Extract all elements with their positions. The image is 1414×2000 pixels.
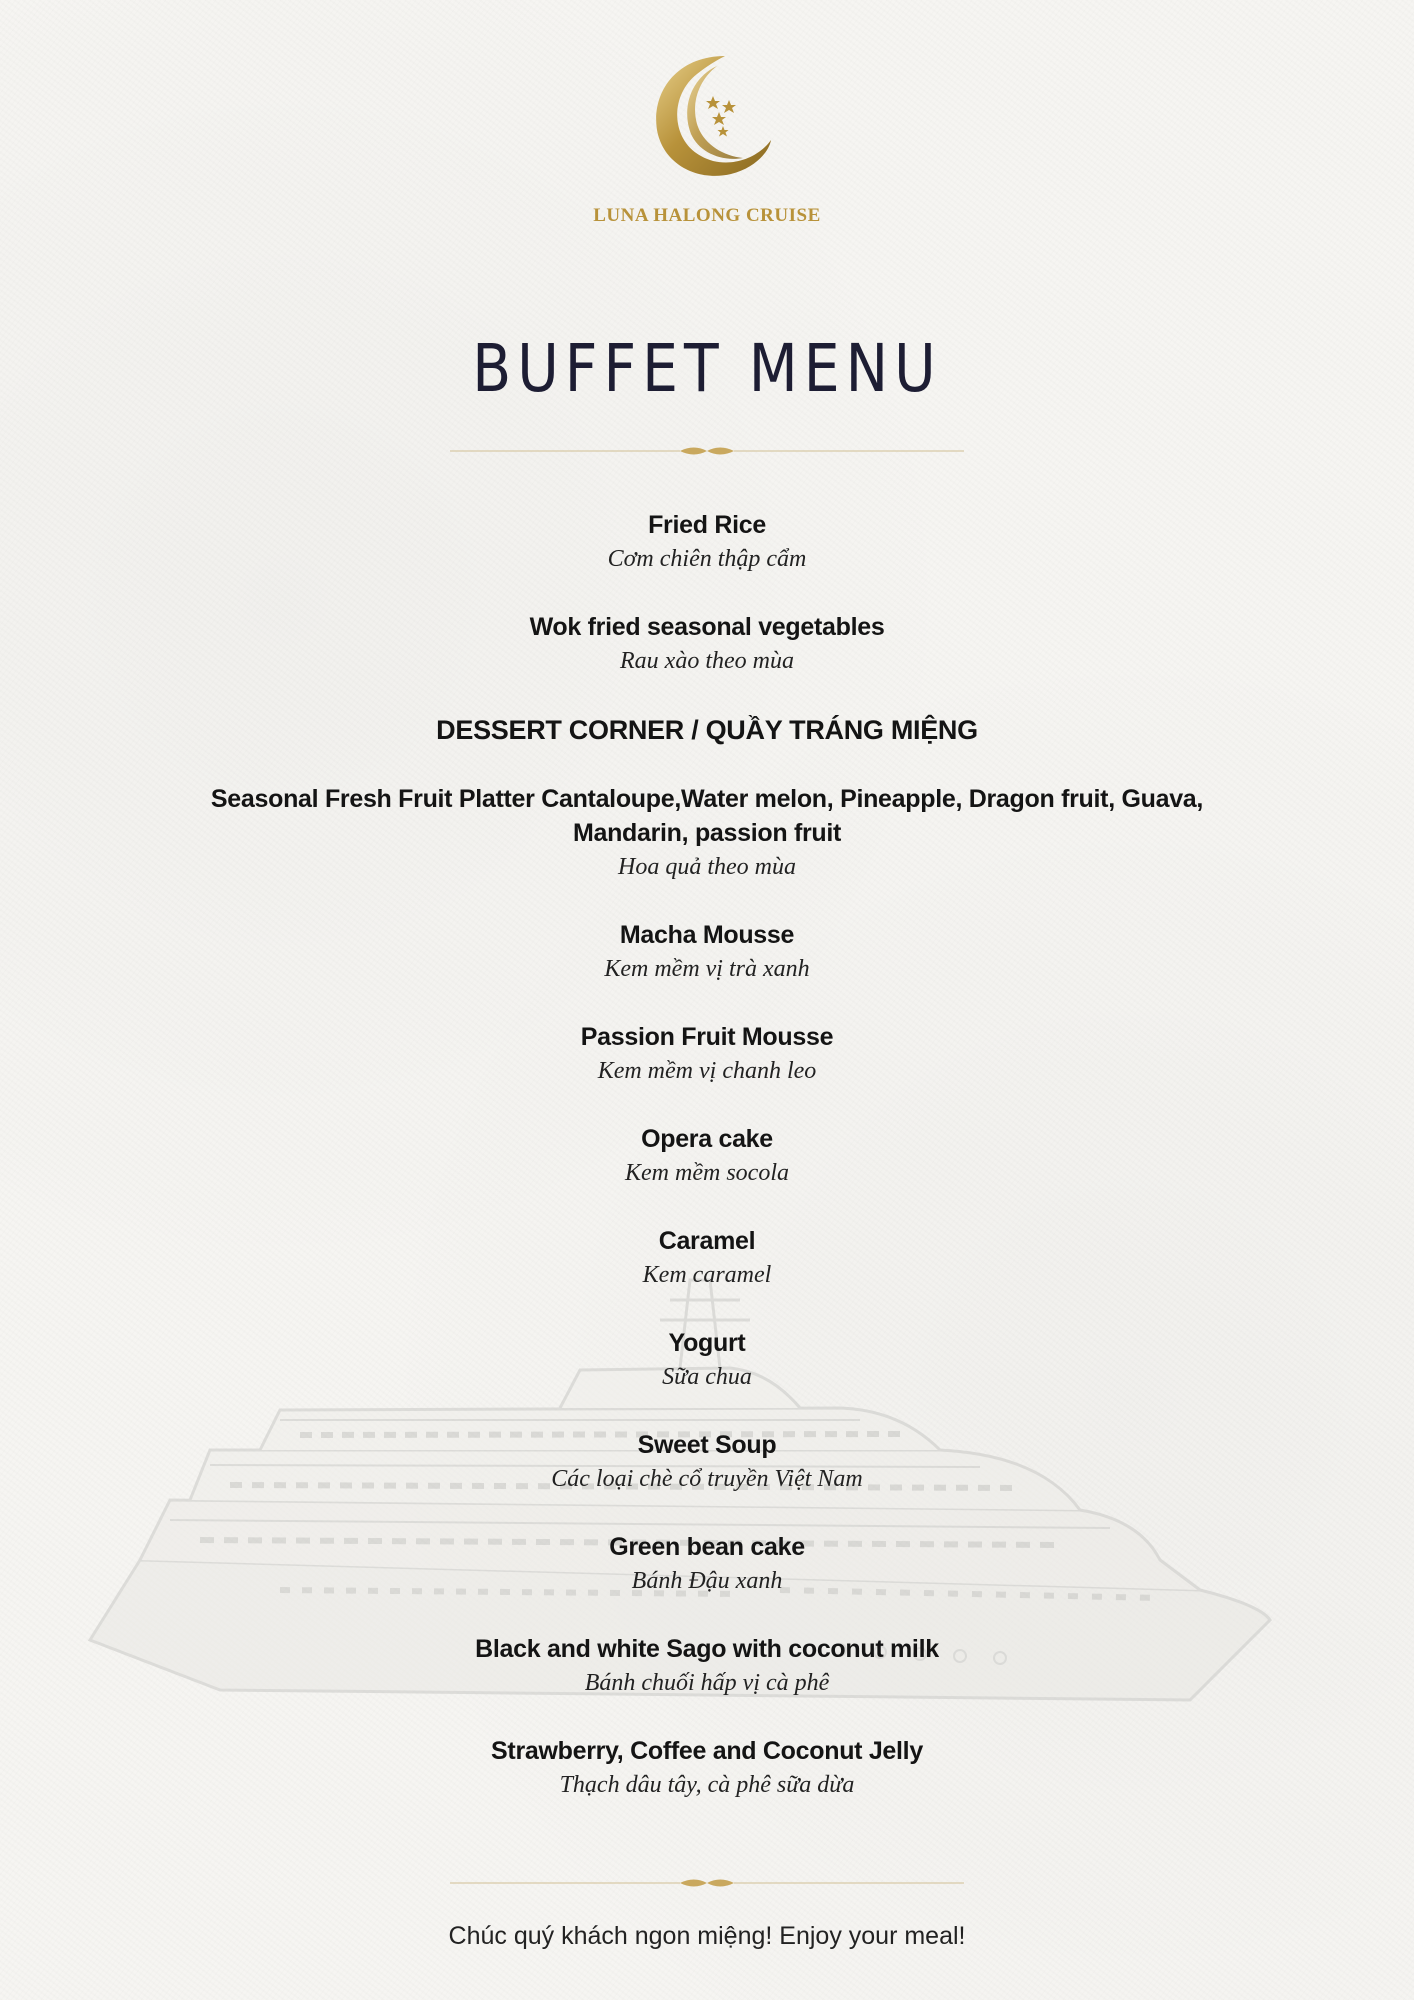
dish-name-vietnamese: Rau xào theo mùa	[620, 648, 794, 674]
menu-item	[0, 1224, 1414, 1292]
menu-item	[0, 1122, 1414, 1190]
footer-message: Chúc quý khách ngon miệng! Enjoy your meal!	[448, 1922, 966, 1950]
menu-list	[0, 508, 1414, 1836]
menu-item	[0, 1734, 1414, 1802]
dish-name: Sweet Soup	[637, 1431, 777, 1459]
dish-name: Yogurt	[668, 1329, 746, 1357]
dish-name-vietnamese: Bánh Đậu xanh	[631, 1568, 783, 1594]
dish-name: Seasonal Fresh Fruit Platter Cantaloupe,Water melon, Pineapple, Dragon fruit, Guava, Mandarin, passion fruit	[210, 785, 1204, 847]
dish-name: Macha Mousse	[619, 921, 795, 949]
section-heading-dessert: DESSERT CORNER / QUẦY TRÁNG MIỆNG	[436, 715, 978, 745]
dish-name: Green bean cake	[609, 1533, 805, 1561]
dish-name-vietnamese: Kem mềm vị trà xanh	[604, 956, 810, 982]
dish-name-vietnamese: Bánh chuối hấp vị cà phê	[584, 1670, 830, 1696]
dish-name: Opera cake	[641, 1125, 773, 1153]
brand-name: LUNA HALONG CRUISE	[593, 205, 821, 226]
menu-item	[0, 1326, 1414, 1394]
dish-name-vietnamese: Sữa chua	[662, 1364, 752, 1390]
menu-item	[0, 1020, 1414, 1088]
menu-item	[0, 508, 1414, 576]
dish-name: Black and white Sago with coconut milk	[475, 1635, 939, 1663]
dish-name-vietnamese: Kem caramel	[642, 1262, 772, 1288]
menu-item	[0, 1428, 1414, 1496]
ornament-divider-top	[450, 444, 964, 458]
dish-name: Strawberry, Coffee and Coconut Jelly	[491, 1737, 923, 1765]
dish-name-vietnamese: Kem mềm vị chanh leo	[597, 1058, 817, 1084]
crescent-moon-stars-icon	[647, 52, 773, 182]
dish-name-vietnamese: Thạch dâu tây, cà phê sữa dừa	[559, 1772, 855, 1798]
menu-item	[0, 1632, 1414, 1700]
menu-item	[0, 1530, 1414, 1598]
dish-name: Caramel	[658, 1227, 756, 1255]
dish-name-vietnamese: Kem mềm socola	[625, 1160, 789, 1186]
page-title: BUFFET MENU	[472, 330, 942, 407]
dish-name-vietnamese: Hoa quả theo mùa	[618, 854, 796, 880]
menu-item	[0, 610, 1414, 678]
dish-name: Passion Fruit Mousse	[580, 1023, 834, 1051]
menu-item	[0, 918, 1414, 986]
dish-name-vietnamese: Cơm chiên thập cẩm	[607, 546, 807, 572]
dish-name: Wok fried seasonal vegetables	[529, 613, 885, 641]
menu-item	[0, 782, 1414, 884]
dish-name-vietnamese: Các loại chè cổ truyền Việt Nam	[551, 1466, 863, 1492]
ornament-divider-bottom	[450, 1876, 964, 1890]
dish-name: Fried Rice	[648, 511, 766, 539]
